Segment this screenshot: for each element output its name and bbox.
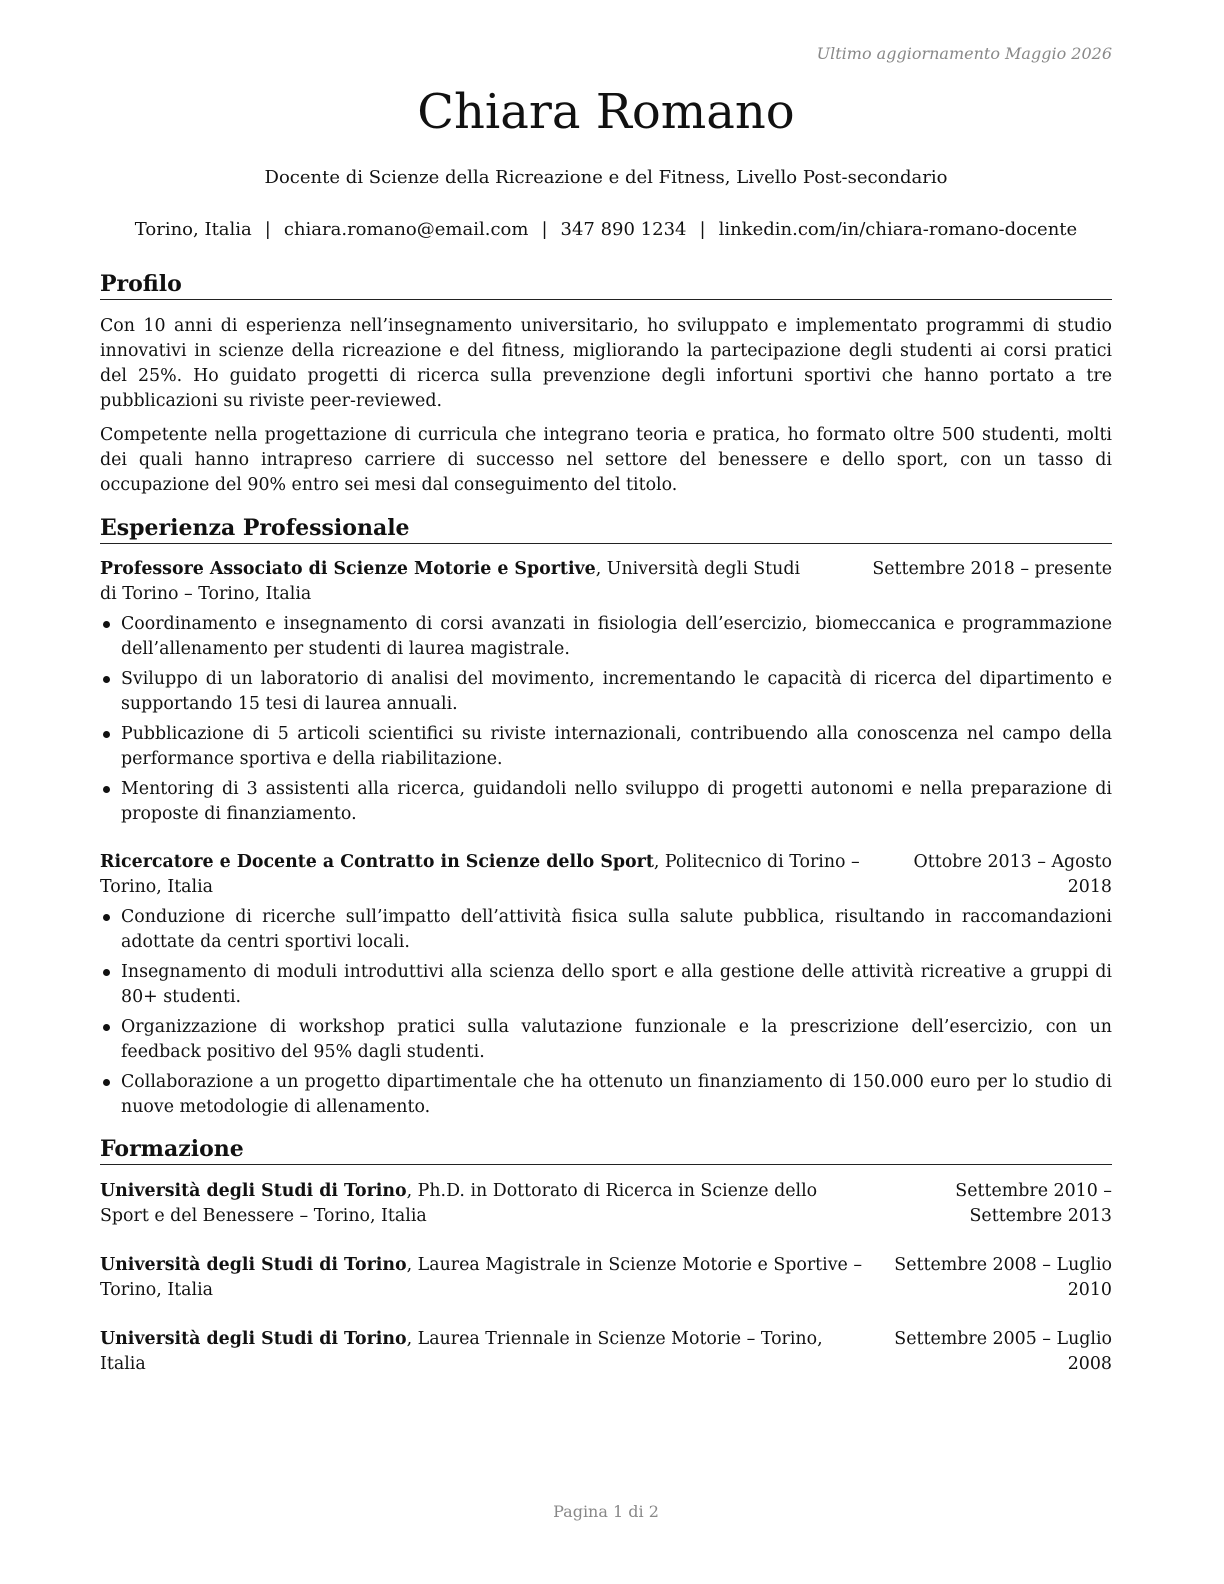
job-role-org (100, 557, 812, 607)
last-updated: Ultimo aggiornamento Maggio 2026 (816, 44, 1112, 63)
profile-paragraph: Con 10 anni di esperienza nell’insegnamento universitario, ho sviluppato e implementato programmi di studio innovativi in scienze della ricreazione e del fitness, migliorando la partecipazione degli studenti ai corsi pratici del 25%. Ho guidato progetti di ricerca sulla prevenzione degli infortuni sportivi che hanno portato a tre pubblicazioni su riviste peer-reviewed. (100, 316, 1112, 411)
list-item: Sviluppo di un laboratorio di analisi del movimento, incrementando le capacità di ricerca del dipartimento e supportando 15 tesi di laurea annuali. (100, 667, 1112, 717)
list-item: Mentoring di 3 assistenti alla ricerca, guidandoli nello sviluppo di progetti autonomi e nella preparazione di proposte di finanziamento. (100, 777, 1112, 827)
job-role-org (100, 850, 877, 900)
education-degree (100, 1179, 869, 1229)
job-header (100, 557, 1112, 607)
education-dates: Settembre 2010 – Settembre 2013 (955, 1181, 1112, 1226)
profile-paragraph: Competente nella progettazione di curricula che integrano teoria e pratica, ho formato oltre 500 studenti, molti dei quali hanno intrapreso carriere di successo nel settore del benessere e dello sport, con un tasso di occupazione del 90% entro sei mesi dal conseguimento del titolo. (100, 425, 1112, 495)
education-item (100, 1327, 1112, 1377)
job-org: , Università degli Studi di Torino – Torino, Italia (100, 559, 801, 604)
education-dates: Settembre 2005 – Luglio 2008 (894, 1329, 1112, 1374)
list-item: Pubblicazione di 5 articoli scientifici su riviste internazionali, contribuendo alla conoscenza nel campo della performance sportiva e della riabilitazione. (100, 722, 1112, 772)
education-degree (100, 1253, 869, 1303)
education-item (100, 1179, 1112, 1229)
contact-email[interactable]: chiara.romano@email.com (283, 219, 529, 240)
section-title-profile: Profilo (100, 270, 1112, 300)
list-item: Insegnamento di moduli introduttivi alla scienza dello sport e alla gestione delle attività ricreative a gruppi di 80+ studenti. (100, 960, 1112, 1010)
job-dates: Settembre 2018 – presente (872, 559, 1112, 579)
education-detail: , Ph.D. in Dottorato di Ricerca in Scienze dello Sport e del Benessere – Torino, Italia (100, 1181, 818, 1226)
education-degree (100, 1327, 869, 1377)
job-bullets (100, 612, 1112, 832)
contact-phone: 347 890 1234 (560, 219, 687, 240)
candidate-title: Docente di Scienze della Ricreazione e del Fitness, Livello Post-secondario (264, 167, 948, 188)
contact-line (100, 219, 1112, 240)
section-title-experience: Esperienza Professionale (100, 514, 1112, 544)
education-detail: , Laurea Triennale in Scienze Motorie – Torino, Italia (100, 1329, 823, 1374)
list-item: Collaborazione a un progetto dipartimentale che ha ottenuto un finanziamento di 150.000 euro per lo studio di nuove metodologie di allenamento. (100, 1070, 1112, 1120)
education-school: Università degli Studi di Torino (100, 1181, 407, 1201)
section-title-education: Formazione (100, 1135, 1112, 1165)
list-item: Organizzazione di workshop pratici sulla valutazione funzionale e la prescrizione dell’esercizio, con un feedback positivo del 95% dagli studenti. (100, 1015, 1112, 1065)
education-school: Università degli Studi di Torino (100, 1329, 407, 1349)
contact-location: Torino, Italia (134, 219, 252, 240)
contact-separator: | (699, 219, 706, 240)
list-item: Conduzione di ricerche sull’impatto dell’attività fisica sulla salute pubblica, risultando in raccomandazioni adottate da centri sportivi locali. (100, 905, 1112, 955)
candidate-name: Chiara Romano (417, 84, 795, 140)
education-school: Università degli Studi di Torino (100, 1255, 407, 1275)
education-dates: Settembre 2008 – Luglio 2010 (894, 1255, 1112, 1300)
job-dates: Ottobre 2013 – Agosto 2018 (913, 852, 1112, 897)
page-number: Pagina 1 di 2 (553, 1502, 659, 1521)
job-role: Ricercatore e Docente a Contratto in Scienze dello Sport (100, 852, 654, 872)
job-role: Professore Associato di Scienze Motorie e Sportive (100, 559, 596, 579)
education-detail: , Laurea Magistrale in Scienze Motorie e Sportive – Torino, Italia (100, 1255, 863, 1300)
job-org: , Politecnico di Torino – Torino, Italia (100, 852, 860, 897)
job-header (100, 850, 1112, 900)
contact-separator: | (264, 219, 271, 240)
education-item (100, 1253, 1112, 1303)
list-item: Coordinamento e insegnamento di corsi avanzati in fisiologia dell’esercizio, biomeccanica e programmazione dell’allenamento per studenti di laurea magistrale. (100, 612, 1112, 662)
contact-separator: | (541, 219, 548, 240)
contact-linkedin[interactable]: linkedin.com/in/chiara-romano-docente (718, 219, 1078, 240)
job-bullets (100, 905, 1112, 1125)
